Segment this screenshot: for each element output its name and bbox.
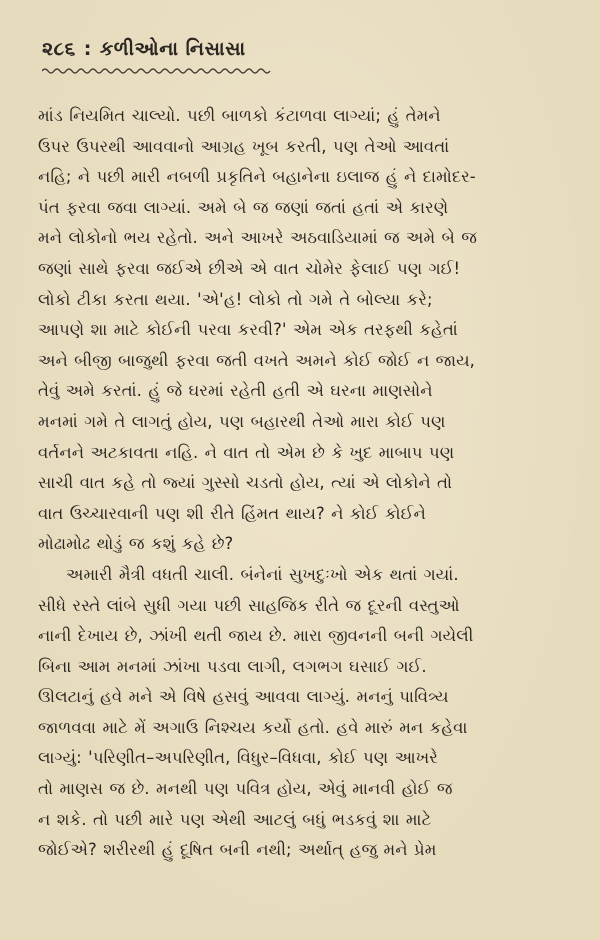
text-line: ન શકે. તો પછી મારે પણ એથી આટલું બધું ભડકવું શા માટે bbox=[38, 809, 432, 829]
running-header bbox=[42, 38, 564, 60]
page-body bbox=[38, 101, 564, 866]
text-line: પંત ફરવા જવા લાગ્યાં. અમે બે જ જણાં જતાં હતાં એ કારણે bbox=[38, 197, 449, 217]
text-line: સાચી વાત કહે તો જ્યાં ગુસ્સો ચડતો હોય, ત્યાં એ લોકોને તો bbox=[38, 473, 453, 493]
header-separator: : bbox=[83, 38, 92, 60]
book-title: કળીઓના નિસાસા bbox=[99, 38, 246, 60]
text-line: મનમાં ગમે તે લાગતું હોય, પણ બહારથી તેઓ મારા કોઈ પણ bbox=[38, 411, 446, 431]
text-line: બિના આમ મનમાં ઝાંખા પડવા લાગી, લગભગ ઘસાઈ ગઈ. bbox=[38, 656, 427, 676]
text-line: જણાં સાથે ફરવા જઈએ છીએ એ વાત ચોમેર ફેલાઈ પણ ગઈ! bbox=[38, 258, 461, 278]
text-line: લોકો ટીકા કરતા થયા. 'એ'હ! લોકો તો ગમે તે બોલ્યા કરે; bbox=[38, 289, 433, 309]
text-line: તેવું અમે કરતાં. હું જે ઘરમાં રહેતી હતી એ ઘરના માણસોને bbox=[38, 381, 433, 401]
text-line: માંડ નિયમિત ચાલ્યો. પછી બાળકો કંટાળવા લાગ્યાં; હું તેમને bbox=[38, 106, 441, 125]
paragraph-1 bbox=[38, 101, 564, 560]
text-line: તો માણસ જ છે. મનથી પણ પવિત્ર હોય, એવું માનવી હોઈ જ bbox=[38, 779, 453, 799]
text-line: નહિ; ને પછી મારી નબળી પ્રકૃતિને બહાનેના ઇલાજ હું ને દામોદર- bbox=[38, 167, 476, 187]
text-line: જાળવવા માટે મેં અગાઉ નિશ્ચય કર્યો હતો. હવે મારું મન કહેવા bbox=[38, 717, 468, 737]
text-line: અમારી મૈત્રી વધતી ચાલી. બંનેનાં સુખદુઃખો એક થતાં ગયાં. bbox=[66, 564, 459, 584]
text-line: મને લોકોનો ભય રહેતો. અને આખરે અઠવાડિયામાં જ અમે બે જ bbox=[38, 228, 477, 248]
text-line: નાની દેખાય છે, ઝાંખી થતી જાય છે. મારા જીવનની બની ગયેલી bbox=[38, 626, 474, 646]
text-line: આપણે શા માટે કોઈની પરવા કરવી?' એમ એક તરફથી કહેતાં bbox=[38, 320, 458, 340]
text-line: વર્તનને અટકાવતા નહિ. ને વાત તો એમ છે કે ખુદ માબાપ પણ bbox=[38, 442, 455, 462]
text-line: અને બીજી બાજુથી ફરવા જતી વખતે અમને કોઈ જોઈ ન જાય, bbox=[38, 350, 476, 370]
text-line: જોઈએ? શરીરથી હું દૂષિત બની નથી; અર્થાત્ હજુ મને પ્રેમ bbox=[38, 840, 437, 860]
text-line: ઉપર ઉપરથી આવવાનો આગ્રહ ખૂબ કરતી, પણ તેઓ આવતાં bbox=[38, 136, 450, 156]
decorative-wavy-rule bbox=[42, 67, 274, 75]
page-number: ૨૮૬ bbox=[42, 38, 76, 60]
text-line: મોઢામોઢ થોડું જ કશું કહે છે? bbox=[38, 534, 234, 554]
text-line: સીધે રસ્તે લાંબે સુધી ગયા પછી સાહજિક રીતે જ દૂરની વસ્તુઓ bbox=[38, 595, 460, 615]
text-line: વાત ઉચ્ચારવાની પણ શી રીતે હિંમત થાય? ને કોઈ કોઈને bbox=[38, 503, 426, 523]
text-line: લાગ્યું: 'પરિણીત–અપરિણીત, વિધુર–વિધવા, કોઈ પણ આખરે bbox=[38, 748, 438, 768]
text-line: ઊલટાનું હવે મને એ વિષે હસવું આવવા લાગ્યું. મનનું પાવિત્ર્ય bbox=[38, 687, 449, 707]
paragraph-2 bbox=[38, 560, 564, 866]
